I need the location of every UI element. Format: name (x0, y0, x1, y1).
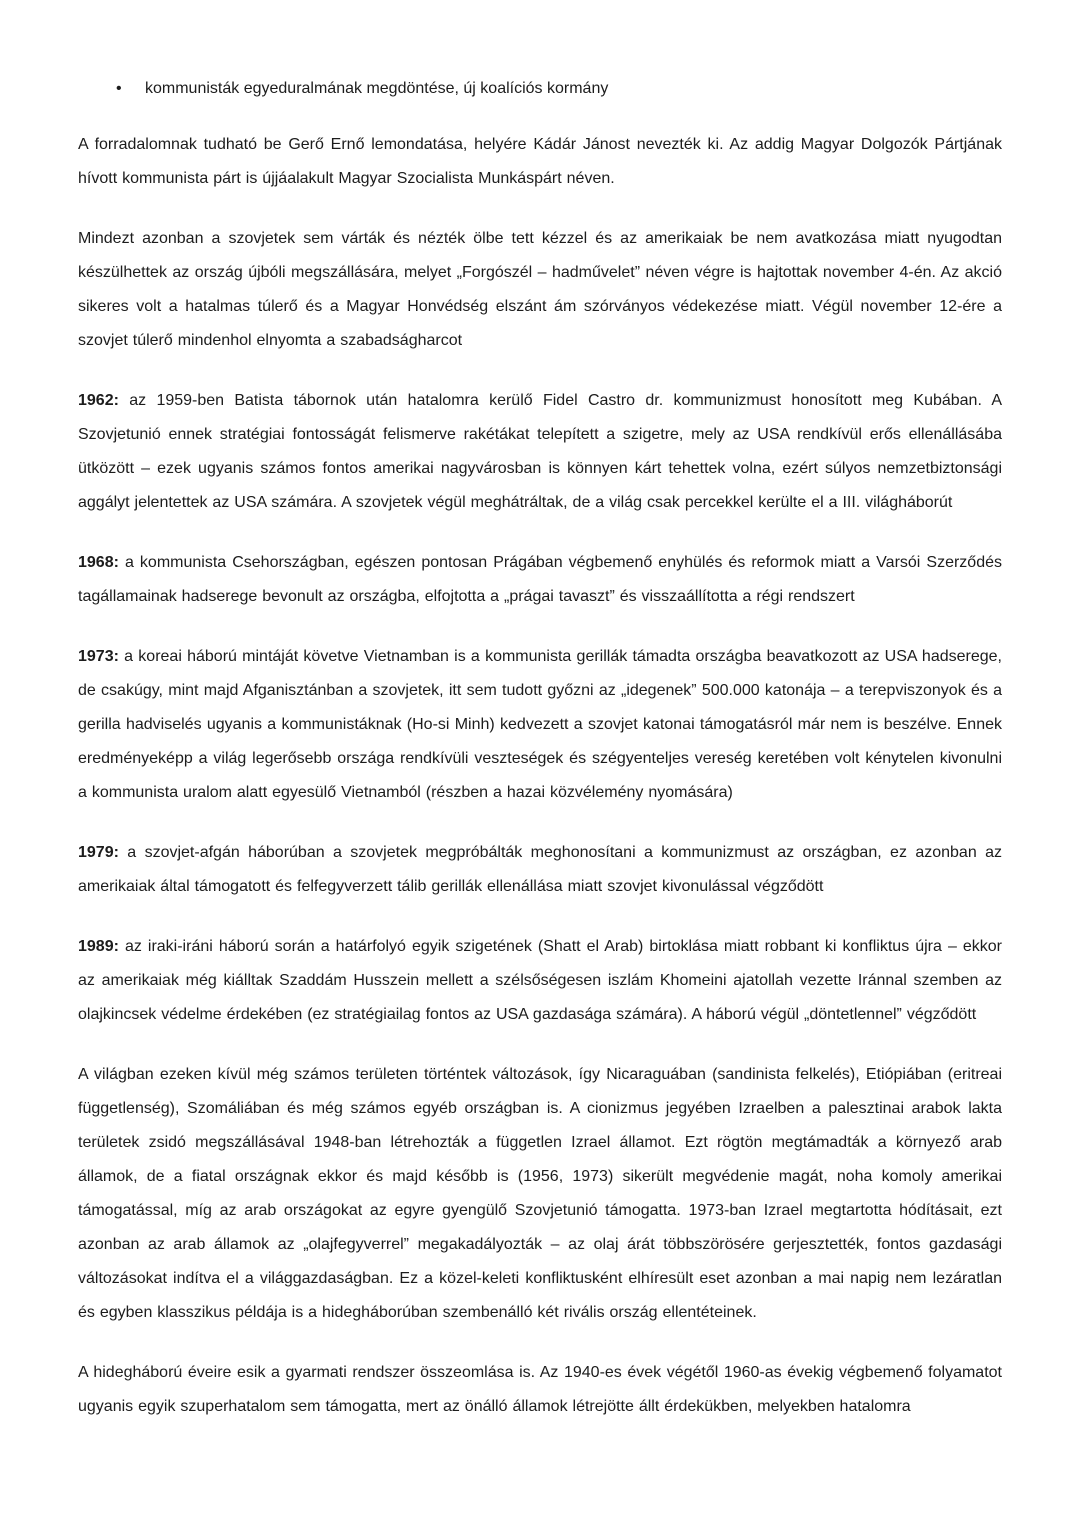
paragraph-1989-iraq-iran (78, 930, 1002, 1032)
paragraph-1973-vietnam (78, 640, 1002, 810)
bullet-icon: • (116, 80, 122, 97)
paragraph-year-1989: 1989: (78, 938, 119, 955)
paragraph-text: A hidegháború éveire esik a gyarmati rendszer összeomlása is. Az 1940-es évek végétől 1960-as évekig végbemenő folyamatot ugyanis egyik szuperhatalom sem támogatta, mert az önálló államok létrejötte állt érdekükben, melyekben hatalomra (78, 1364, 1002, 1415)
paragraph-year-1962: 1962: (78, 392, 119, 409)
paragraph-1968-prague (78, 546, 1002, 614)
paragraph-text: A világban ezeken kívül még számos területen történtek változások, így Nicaraguában (sandinista felkelés), Etiópiában (eritreai függetlenség), Szomáliában és még számos egyéb országban is. A cionizmus jegyében Izraelben a palesztinai arabok lakta területek zsidó megszállásával 1948-ban létrehozták a független Izrael államot. Ezt rögtön megtámadták a környező arab államok, de a fiatal országnak ekkor és majd később is (1956, 1973) sikerült megvédenie magát, noha komoly amerikai támogatással, míg az arab országokat az egyre gyengülő Szovjetunió támogatta. 1973-ban Izrael megtartotta hódításait, ezt azonban az arab államok az „olajfegyverrel” megakadályozták – az olaj árát többszörösére gerjesztették, fontos gazdasági változásokat indítva el a világgazdaságban. Ez a közel-keleti konfliktusként elhíresült eset azonban a mai napig nem lezáratlan és egyben klasszikus példája is a hidegháborúban szembenálló két rivális ország ellentéteinek. (78, 1066, 1002, 1321)
paragraph-text: az iraki-iráni háború során a határfolyó egyik szigetének (Shatt el Arab) birtoklása miatt robbant ki konfliktus újra – ekkor az amerikaiak még kiálltak Szaddám Husszein mellett a szélsőségesen iszlám Khomeini ajatollah vezette Iránnal szemben az olajkincsek védelme érdekében (ez stratégiailag fontos az USA gazdasága számára). A háború végül „döntetlennel” végződött (78, 938, 1002, 1023)
paragraph-1962-cuba (78, 384, 1002, 520)
bullet-text: kommunisták egyeduralmának megdöntése, új koalíciós kormány (145, 80, 609, 97)
paragraph-world-changes-israel (78, 1058, 1002, 1330)
paragraph-year-1968: 1968: (78, 554, 119, 571)
paragraph-year-1973: 1973: (78, 648, 119, 665)
paragraph-text: Mindezt azonban a szovjetek sem várták és nézték ölbe tett kézzel és az amerikaiak be nem avatkozása miatt nyugodtan készülhettek az ország újbóli megszállására, melyet „Forgószél – hadművelet” néven végre is hajtottak november 4-én. Az akció sikeres volt a hatalmas túlerő és a Magyar Honvédség elszánt ám szórványos védekezése miatt. Végül november 12-ére a szovjet túlerő mindenhol elnyomta a szabadságharcot (78, 230, 1002, 349)
paragraph-text: a kommunista Csehországban, egészen pontosan Prágában végbemenő enyhülés és reformok miatt a Varsói Szerződés tagállamainak hadserege bevonult az országba, elfojtotta a „prágai tavaszt” és visszaállította a régi rendszert (78, 554, 1002, 605)
paragraph-text: A forradalomnak tudható be Gerő Ernő lemondatása, helyére Kádár Jánost nevezték ki. Az addig Magyar Dolgozók Pártjának hívott kommunista párt is újjáalakult Magyar Szocialista Munkáspárt néven. (78, 136, 1002, 187)
paragraph-text: az 1959-ben Batista tábornok után hatalomra kerülő Fidel Castro dr. kommunizmust honosított meg Kubában. A Szovjetunió ennek stratégiai fontosságát felismerve rakétákat telepített a szigetre, mely az USA rendkívül erős ellenállásába ütközött – ezek ugyanis számos fontos amerikai nagyvárosban is könnyen kárt tehettek volna, ezért súlyos nemzetbiztonsági aggályt jelentettek az USA számára. A szovjetek végül meghátráltak, de a világ csak percekkel kerülte el a III. világháborút (78, 392, 1002, 511)
list-item (78, 72, 1002, 106)
paragraph-text: a koreai háború mintáját követve Vietnamban is a kommunista gerillák támadta országba beavatkozott az USA hadserege, de csakúgy, mint majd Afganisztánban a szovjetek, itt sem tudott győzni az „idegenek” 500.000 katonája – a terepviszonyok és a gerilla hadviselés ugyanis a kommunistáknak (Ho-si Minh) kedvezett a szovjet katonai támogatásról már nem is beszélve. Ennek eredményeképp a világ legerősebb országa rendkívüli veszteségek és szégyenteljes vereség keretében volt kénytelen kivonulni a kommunista uralom alatt egyesülő Vietnamból (részben a hazai közvélemény nyomására) (78, 648, 1002, 801)
paragraph-year-1979: 1979: (78, 844, 119, 861)
paragraph-1979-afghanistan (78, 836, 1002, 904)
paragraph-kadar-government (78, 128, 1002, 196)
paragraph-text: a szovjet-afgán háborúban a szovjetek megpróbálták meghonosítani a kommunizmust az országban, ez azonban az amerikaiak által támogatott és felfegyverzett tálib gerillák ellenállása miatt szovjet kivonulással végződött (78, 844, 1002, 895)
paragraph-colonial-system-collapse (78, 1356, 1002, 1424)
paragraph-soviet-invasion-1956 (78, 222, 1002, 358)
